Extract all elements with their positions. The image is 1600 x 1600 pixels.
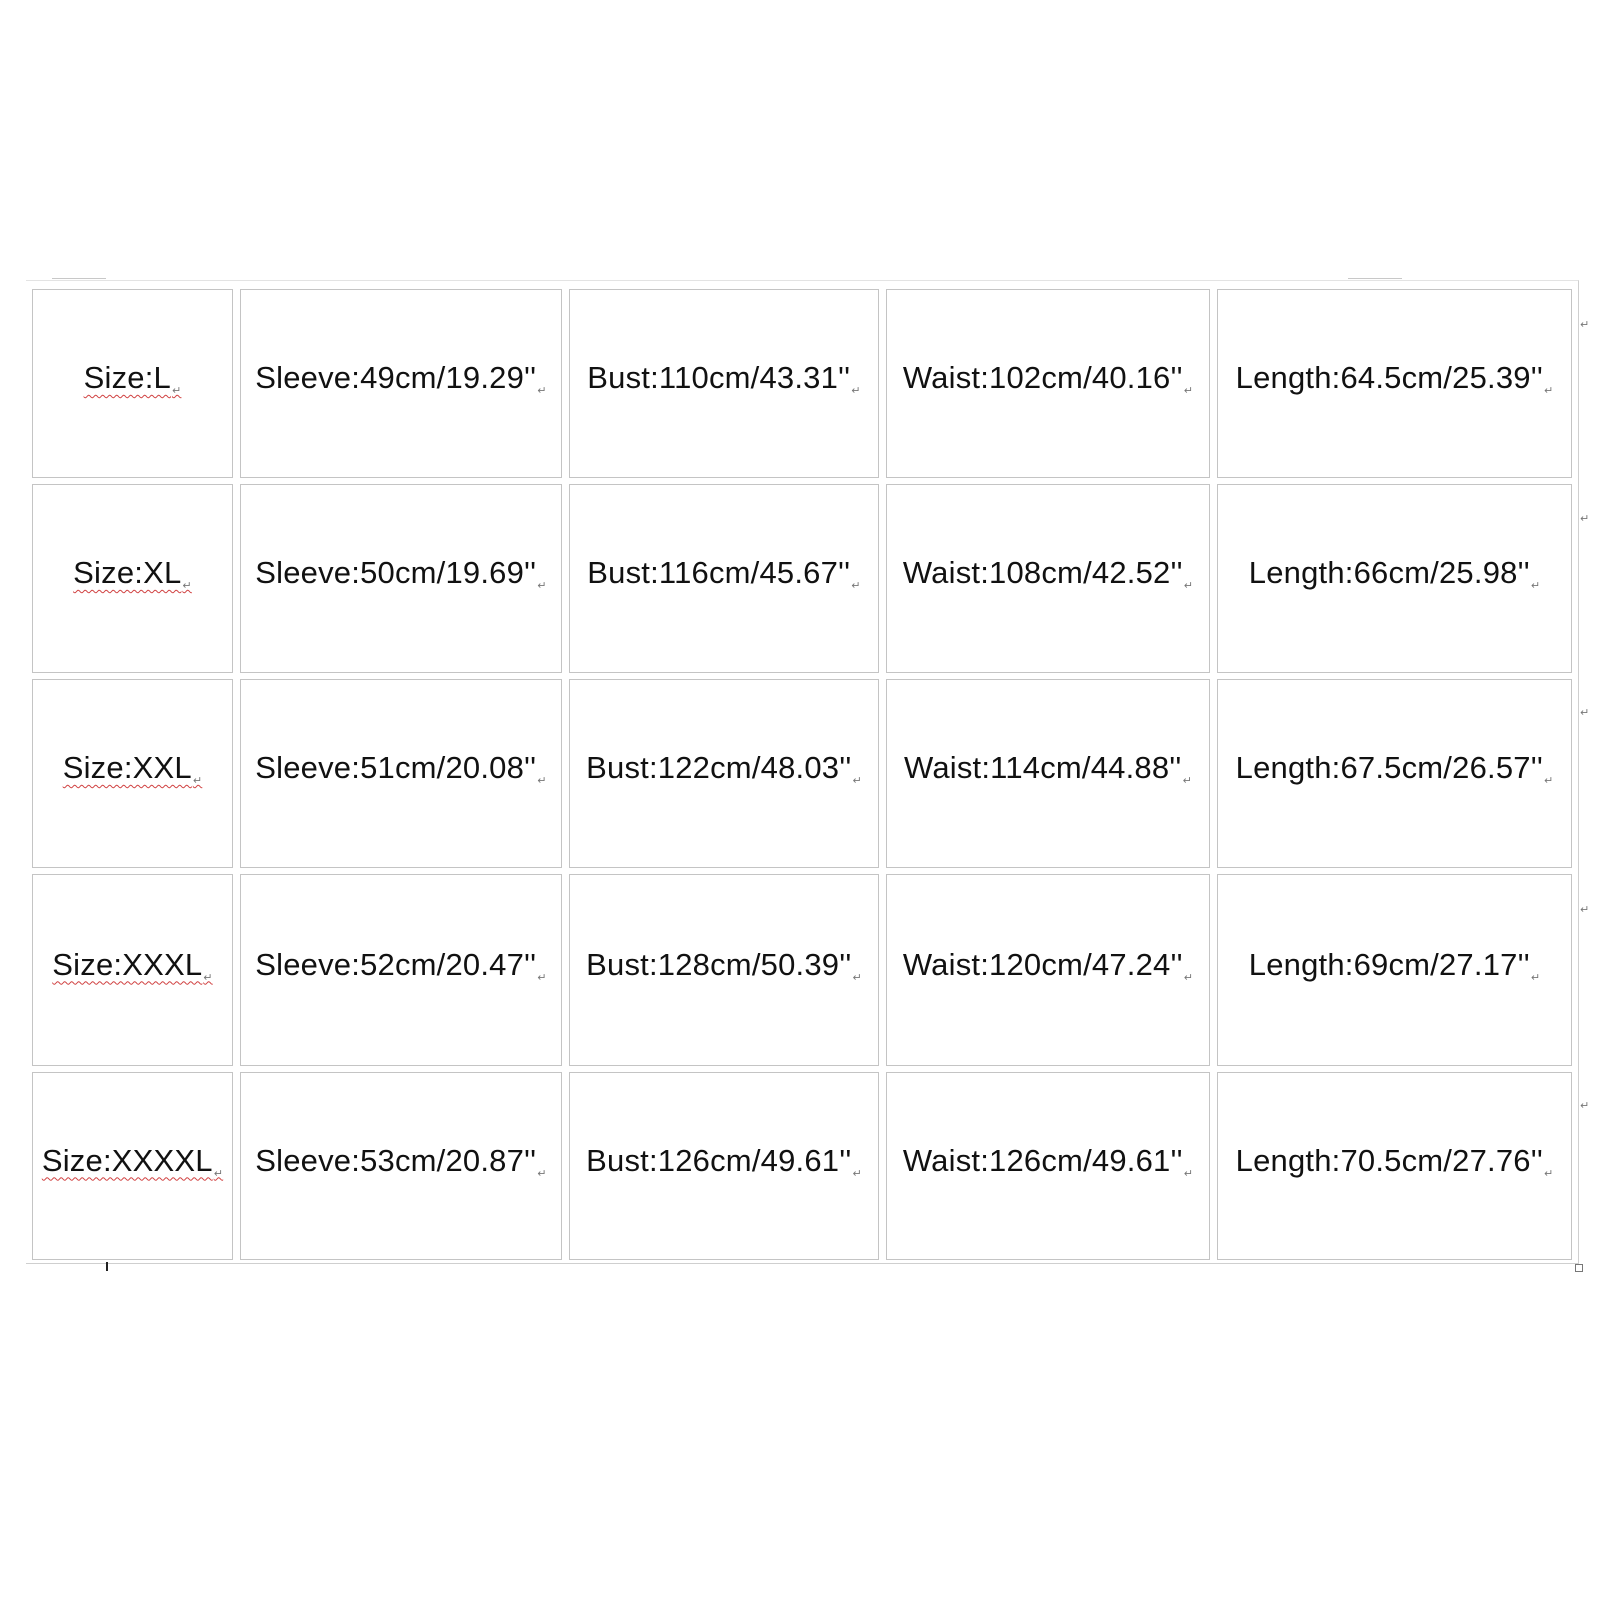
- waist-cell: [886, 1072, 1210, 1260]
- paragraph-mark-icon: ↵: [537, 971, 547, 984]
- paragraph-mark-icon: ↵: [182, 580, 192, 592]
- waist-cell: [886, 484, 1210, 673]
- paragraph-mark-icon: ↵: [171, 385, 182, 397]
- length-cell: [1217, 874, 1572, 1066]
- length-value: Length:66cm/25.98'': [1248, 555, 1530, 590]
- bust-cell: [569, 484, 879, 673]
- paragraph-mark-icon: ↵: [1543, 1167, 1554, 1180]
- paragraph-mark-icon: ↵: [851, 580, 861, 592]
- size-cell: [32, 679, 233, 868]
- bust-cell: [569, 874, 879, 1066]
- sleeve-value: Sleeve:52cm/20.47'': [255, 946, 537, 982]
- paragraph-mark-icon: ↵: [852, 1167, 862, 1180]
- paragraph-mark-icon: ↵: [1182, 775, 1192, 787]
- length-cell: [1217, 1072, 1572, 1260]
- size-cell: [32, 1072, 233, 1260]
- paragraph-mark-icon: ↵: [1183, 580, 1194, 592]
- paragraph-mark-icon: ↵: [852, 775, 862, 787]
- size-chart-table: [32, 289, 1579, 1257]
- length-cell: [1217, 289, 1572, 478]
- sleeve-cell: [240, 484, 562, 673]
- sleeve-value: Sleeve:50cm/19.69'': [255, 555, 537, 590]
- sleeve-value: Sleeve:51cm/20.08'': [255, 750, 537, 785]
- sleeve-value: Sleeve:49cm/19.29'': [255, 360, 537, 395]
- size-label: Size:XXL: [62, 750, 192, 785]
- size-cell: [32, 874, 233, 1066]
- length-value: Length:67.5cm/26.57'': [1235, 750, 1543, 785]
- length-cell: [1217, 484, 1572, 673]
- ruler-tick-right: [1348, 278, 1402, 279]
- table-resize-handle[interactable]: [1575, 1264, 1583, 1272]
- size-cell: [32, 484, 233, 673]
- paragraph-mark-icon: ↵: [537, 1167, 547, 1180]
- bust-value: Bust:122cm/48.03'': [586, 750, 852, 785]
- waist-value: Waist:126cm/49.61'': [902, 1142, 1183, 1178]
- waist-value: Waist:120cm/47.24'': [902, 946, 1183, 982]
- paragraph-mark-icon: ↵: [1183, 971, 1194, 984]
- row-end-mark-icon: ↵: [1580, 1100, 1590, 1112]
- row-end-mark-icon: ↵: [1580, 513, 1590, 525]
- size-label: Size:XXXL: [52, 946, 203, 982]
- length-value: Length:70.5cm/27.76'': [1235, 1142, 1543, 1178]
- sleeve-value: Sleeve:53cm/20.87'': [255, 1142, 537, 1178]
- bust-cell: [569, 289, 879, 478]
- waist-value: Waist:108cm/42.52'': [902, 555, 1183, 590]
- paragraph-mark-icon: ↵: [192, 775, 203, 787]
- bust-value: Bust:126cm/49.61'': [586, 1142, 852, 1178]
- bust-value: Bust:116cm/45.67'': [587, 555, 851, 590]
- bust-cell: [569, 679, 879, 868]
- waist-value: Waist:114cm/44.88'': [904, 750, 1182, 785]
- size-label: Size:XL: [73, 555, 182, 590]
- paragraph-mark-icon: ↵: [1543, 775, 1554, 787]
- waist-value: Waist:102cm/40.16'': [902, 360, 1183, 395]
- length-value: Length:64.5cm/25.39'': [1235, 360, 1543, 395]
- paragraph-mark-icon: ↵: [851, 385, 861, 397]
- sleeve-cell: [240, 874, 562, 1066]
- paragraph-mark-icon: ↵: [852, 971, 862, 984]
- ruler-tick-left: [52, 278, 106, 279]
- waist-cell: [886, 874, 1210, 1066]
- paragraph-mark-icon: ↵: [537, 385, 547, 397]
- row-end-mark-icon: ↵: [1580, 904, 1590, 916]
- paragraph-mark-icon: ↵: [1530, 580, 1541, 592]
- paragraph-mark-icon: ↵: [1183, 1167, 1194, 1180]
- sleeve-cell: [240, 1072, 562, 1260]
- paragraph-mark-icon: ↵: [537, 580, 547, 592]
- text-cursor: [106, 1262, 108, 1271]
- paragraph-mark-icon: ↵: [1183, 385, 1194, 397]
- length-value: Length:69cm/27.17'': [1248, 946, 1530, 982]
- waist-cell: [886, 679, 1210, 868]
- size-label: Size:L: [83, 360, 171, 395]
- row-end-mark-icon: ↵: [1580, 319, 1590, 331]
- paragraph-mark-icon: ↵: [1543, 385, 1554, 397]
- paragraph-mark-icon: ↵: [537, 775, 547, 787]
- size-cell: [32, 289, 233, 478]
- paragraph-mark-icon: ↵: [203, 971, 213, 984]
- sleeve-cell: [240, 289, 562, 478]
- paragraph-mark-icon: ↵: [1530, 971, 1541, 984]
- paragraph-mark-icon: ↵: [213, 1167, 224, 1180]
- size-label: Size:XXXXL: [41, 1142, 213, 1178]
- sleeve-cell: [240, 679, 562, 868]
- bust-cell: [569, 1072, 879, 1260]
- bust-value: Bust:110cm/43.31'': [587, 360, 851, 395]
- row-end-mark-icon: ↵: [1580, 707, 1590, 719]
- bust-value: Bust:128cm/50.39'': [586, 946, 852, 982]
- length-cell: [1217, 679, 1572, 868]
- waist-cell: [886, 289, 1210, 478]
